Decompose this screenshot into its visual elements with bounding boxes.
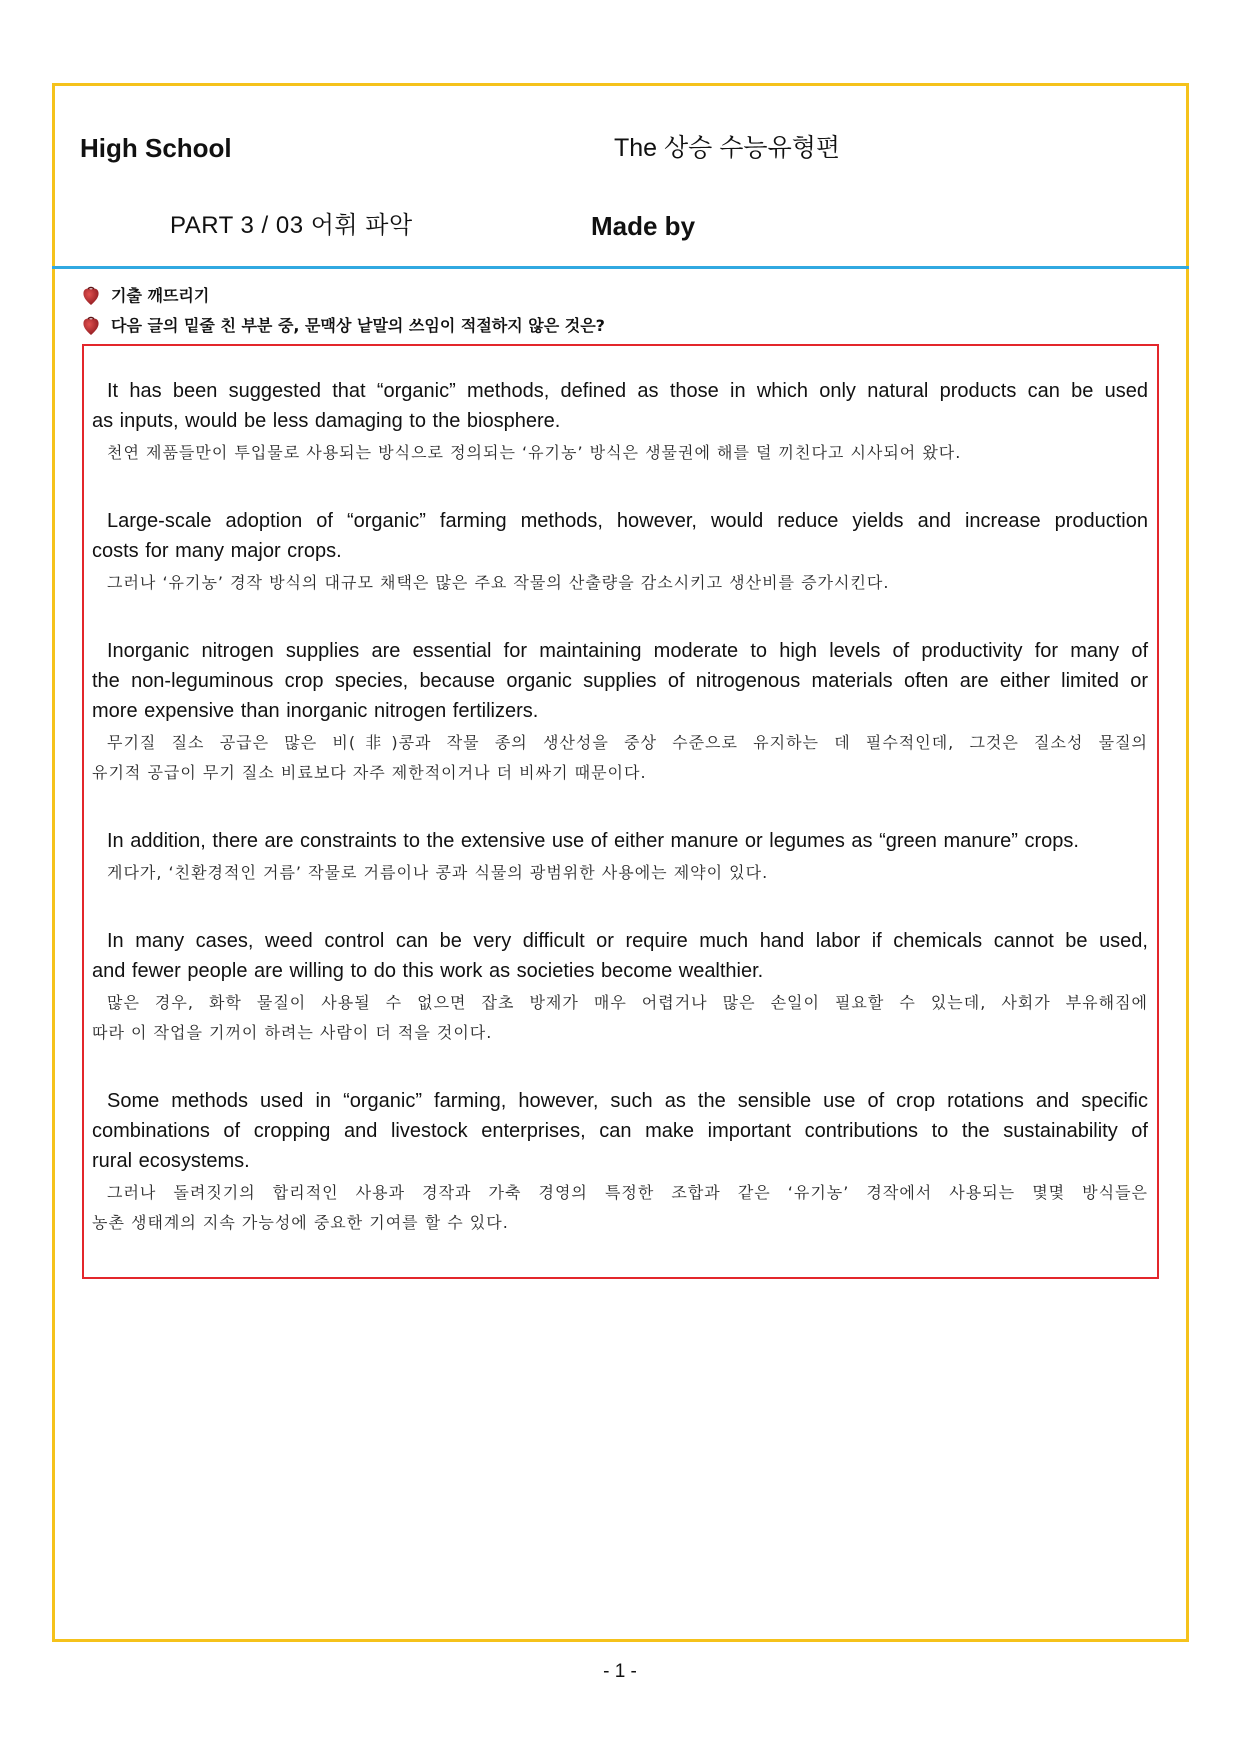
question-prompt bbox=[82, 314, 605, 338]
passage-box bbox=[82, 344, 1159, 1279]
english-sentence bbox=[92, 826, 1148, 856]
korean-line: 천연 제품들만이 투입물로 사용되는 방식으로 정의되는 ‘유기농’ 방식은 생물권에 해를 덜 끼친다고 시사되어 왔다. bbox=[107, 443, 962, 462]
english-sentence bbox=[92, 506, 1148, 566]
english-line: costs for many major crops. bbox=[92, 540, 342, 562]
korean-line: 그러나 돌려짓기의 합리적인 사용과 경작과 가축 경영의 특정한 조합과 같은 ‘유기농’ 경작에서 사용되는 몇몇 방식들은 bbox=[107, 1183, 1148, 1202]
passage-paragraph bbox=[92, 926, 1148, 1048]
red-berry-icon bbox=[82, 286, 100, 306]
korean-line: 무기질 질소 공급은 많은 비(非)콩과 작물 종의 생산성을 중상 수준으로 유지하는 데 필수적인데, 그것은 질소성 물질의 bbox=[107, 733, 1148, 752]
english-line: the non-leguminous crop species, because organic supplies of nitrogenous materials often are either limited or bbox=[92, 670, 1148, 692]
korean-line: 게다가, ‘친환경적인 거름’ 작물로 거름이나 콩과 식물의 광범위한 사용에는 제약이 있다. bbox=[107, 863, 769, 882]
school-level-label: High School bbox=[80, 133, 232, 163]
korean-line: 농촌 생태계의 지속 가능성에 중요한 기여를 할 수 있다. bbox=[92, 1213, 509, 1232]
english-line: Some methods used in “organic” farming, however, such as the sensible use of crop rotations and specific bbox=[107, 1090, 1148, 1112]
english-line: as inputs, would be less damaging to the biosphere. bbox=[92, 410, 561, 432]
english-line: It has been suggested that “organic” methods, defined as those in which only natural products can be used bbox=[107, 380, 1148, 402]
author-label: Made by bbox=[591, 211, 696, 241]
english-sentence bbox=[92, 1086, 1148, 1176]
section-heading bbox=[82, 284, 209, 308]
question-prompt-text: 다음 글의 밑줄 친 부분 중, 문맥상 낱말의 쓰임이 적절하지 않은 것은? bbox=[111, 316, 605, 335]
korean-line: 그러나 ‘유기농’ 경작 방식의 대규모 채택은 많은 주요 작물의 산출량을 감소시키고 생산비를 증가시킨다. bbox=[107, 573, 890, 592]
unit-title: PART 3 / 03 어휘 파악 bbox=[170, 212, 413, 239]
english-sentence bbox=[92, 636, 1148, 726]
english-line: more expensive than inorganic nitrogen fertilizers. bbox=[92, 700, 539, 722]
english-sentence bbox=[92, 926, 1148, 986]
passage-paragraph bbox=[92, 1086, 1148, 1238]
red-berry-icon bbox=[82, 316, 100, 336]
passage-paragraph bbox=[92, 636, 1148, 788]
section-heading-text: 기출 깨뜨리기 bbox=[111, 286, 210, 305]
korean-translation bbox=[92, 728, 1148, 788]
passage-paragraph bbox=[92, 826, 1148, 888]
page-number: - 1 - bbox=[603, 1661, 637, 1682]
korean-translation bbox=[92, 1178, 1148, 1238]
english-line: and fewer people are willing to do this work as societies become wealthier. bbox=[92, 960, 764, 982]
english-line: rural ecosystems. bbox=[92, 1150, 250, 1172]
english-line: In addition, there are constraints to the extensive use of either manure or legumes as “green manure” crops. bbox=[107, 830, 1079, 852]
english-line: Large-scale adoption of “organic” farming methods, however, would reduce yields and increase production bbox=[107, 510, 1148, 532]
header-divider bbox=[52, 266, 1189, 269]
korean-line: 따라 이 작업을 기꺼이 하려는 사람이 더 적을 것이다. bbox=[92, 1023, 493, 1042]
english-line: Inorganic nitrogen supplies are essential for maintaining moderate to high levels of productivity for many of bbox=[107, 640, 1148, 662]
korean-line: 많은 경우, 화학 물질이 사용될 수 없으면 잡초 방제가 매우 어렵거나 많은 손일이 필요할 수 있는데, 사회가 부유해짐에 bbox=[107, 993, 1148, 1012]
korean-translation bbox=[92, 858, 1148, 888]
english-line: In many cases, weed control can be very difficult or require much hand labor if chemicals cannot be used, bbox=[107, 930, 1148, 952]
passage-paragraph bbox=[92, 376, 1148, 468]
passage-paragraph bbox=[92, 506, 1148, 598]
korean-translation bbox=[92, 568, 1148, 598]
korean-translation bbox=[92, 438, 1148, 468]
english-sentence bbox=[92, 376, 1148, 436]
english-line: combinations of cropping and livestock enterprises, can make important contributions to the sustainability of bbox=[92, 1120, 1148, 1142]
book-title: The 상승 수능유형편 bbox=[614, 134, 841, 162]
korean-translation bbox=[92, 988, 1148, 1048]
korean-line: 유기적 공급이 무기 질소 비료보다 자주 제한적이거나 더 비싸기 때문이다. bbox=[92, 763, 647, 782]
